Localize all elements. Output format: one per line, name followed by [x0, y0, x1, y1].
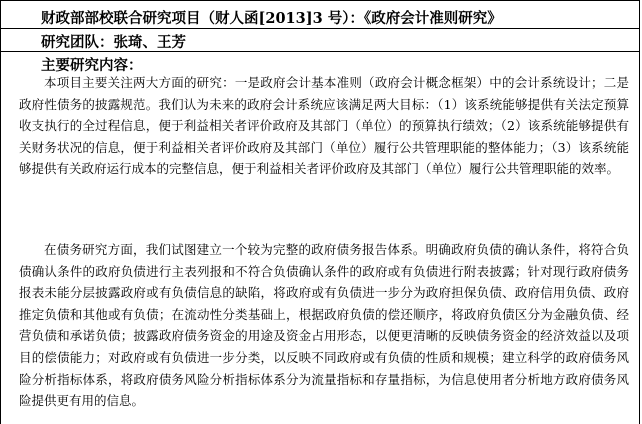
content-paragraph-1: 本项目主要关注两大方面的研究：一是政府会计基本准则（政府会计概念框架）中的会计系统设计；二是政府性债务的披露规范。我们认为未来的政府会计系统应该满足两大目标：（1）该系统能够提供有关法定预算收支执行的全过程信息，便于利益相关者评价政府及其部门（单位）的预算执行绩效；（2）该系统能够提供有关财务状况的信息，便于利益相关者评价政府及其部门（单位）履行公共管理职能的整体能力；（3）该系统能够提供有关政府运行成本的完整信息，便于利益相关者评价政府及其部门（单位）履行公共管理职能的效率。 — [19, 75, 629, 177]
content-paragraph-2: 在债务研究方面，我们试图建立一个较为完整的政府债务报告体系。明确政府负债的确认条件，将符合负债确认条件的政府负债进行主表列报和不符合负债确认条件的政府或有负债进行附表披露；针对现行政府债务报表未能分层披露政府或有负债信息的缺陷，将政府或有负债进一步分为政府担保负债、政府信用负债、政府推定负债和其他或有负债；在流动性分类基础上，根据政府负债的偿还顺序，将政府负债区分为金融负债、经营负债和承诺负债；披露政府债务资金的用途及资金占用形态，以便更清晰的反映债务资金的经济效益以及项目的偿债能力；对政府或有负债进一步分类，以反映不同政府或有负债的性质和规模；建立科学的政府债务风险分析指标体系，将政府债务风险分析指标体系分为流量指标和存量指标，为信息使用者分析地方政府债务风险提供更有用的信息。 — [19, 242, 629, 409]
research-content-row — [1, 52, 639, 424]
research-team-row — [1, 29, 639, 52]
project-title-row — [1, 0, 639, 29]
content-heading: 主要研究内容： — [41, 57, 143, 74]
project-title: 财政部部校联合研究项目（财人函[2013]3 号）：《政府会计准则研究》 — [41, 10, 502, 27]
research-team: 研究团队：张琦、王芳 — [41, 34, 186, 51]
